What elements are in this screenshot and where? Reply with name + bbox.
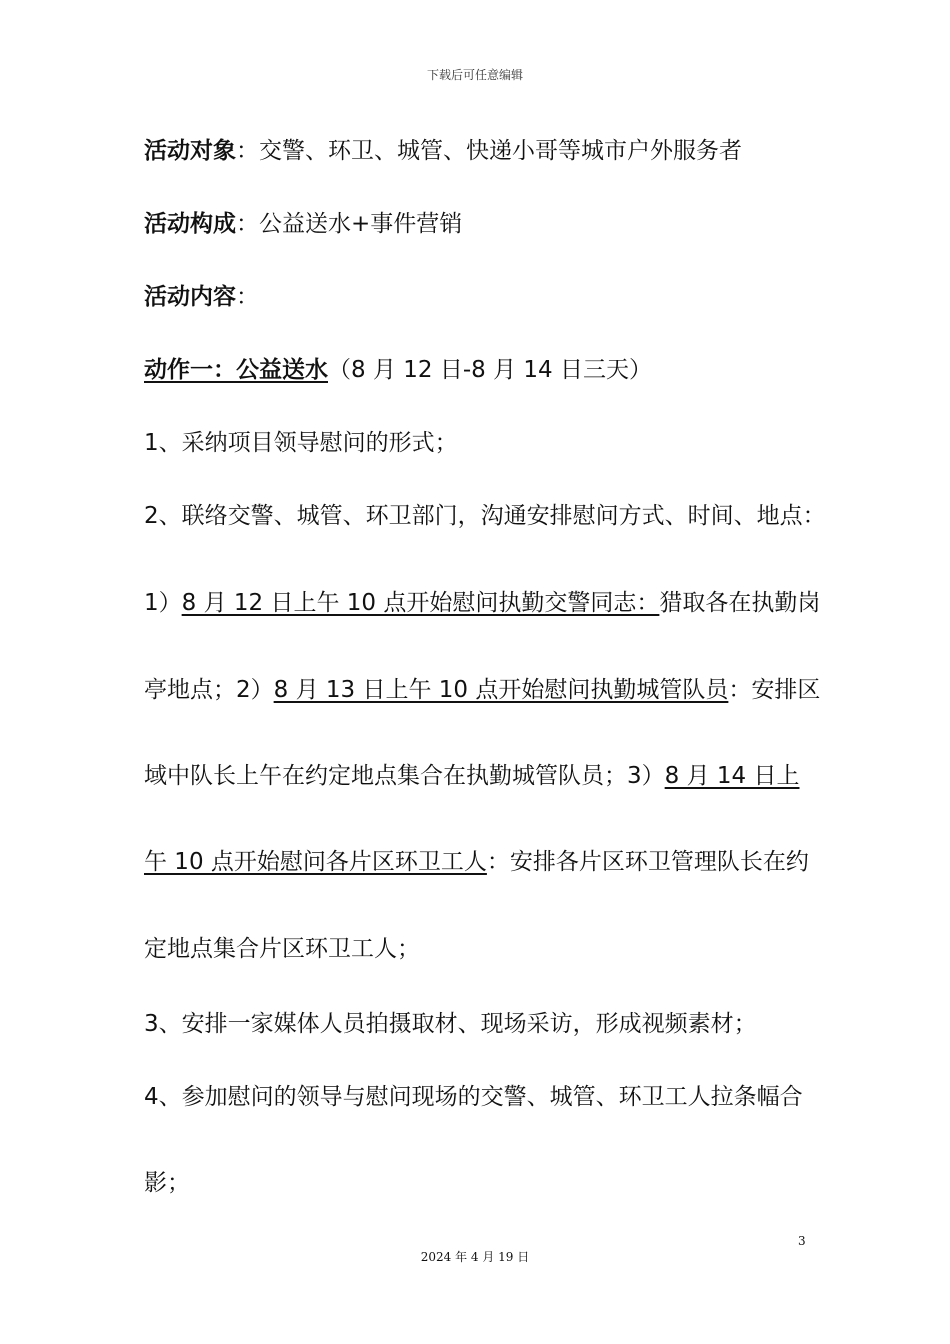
schedule-p2-rest-b: 域中队长上午在约定地点集合在执勤城管队员； <box>144 763 627 789</box>
activity-composition-text: 公益送水+事件营销 <box>259 211 463 237</box>
schedule-p3-underline-b: 午 10 点开始慰问各片区环卫工人 <box>144 849 487 875</box>
activity-target-sep: ： <box>236 138 259 164</box>
footer-date: 2024 年 4 月 19 日 <box>420 1250 530 1264</box>
schedule-p1-rest-b: 亭地点； <box>144 677 236 703</box>
item-1: 1、采纳项目领导慰问的形式； <box>144 430 458 456</box>
schedule-p2-rest-a: ：安排区 <box>728 677 821 703</box>
schedule-line-5: 定地点集合片区环卫工人； <box>144 936 420 962</box>
activity-target-line <box>144 136 742 166</box>
schedule-p3-prefix: 3） <box>627 763 665 789</box>
activity-content-line <box>144 282 259 312</box>
item-4-line-b: 影； <box>144 1170 190 1196</box>
schedule-p1-underline: 8 月 12 日上午 10 点开始慰问执勤交警同志： <box>181 590 660 616</box>
item-2: 2、联络交警、城管、环卫部门，沟通安排慰问方式、时间、地点： <box>144 503 826 529</box>
activity-target-text: 交警、环卫、城管、快递小哥等城市户外服务者 <box>259 138 742 164</box>
schedule-p3-rest-a: ：安排各片区环卫管理队长在约 <box>486 849 809 875</box>
activity-target-label: 活动对象 <box>144 138 236 164</box>
schedule-p2-prefix: 2） <box>236 677 274 703</box>
activity-composition-label: 活动构成 <box>144 211 236 237</box>
header-note: 下载后可任意编辑 <box>426 68 523 82</box>
schedule-p3-underline-a: 8 月 14 日上 <box>664 763 800 789</box>
activity-composition-line <box>144 209 462 239</box>
schedule-line-2 <box>144 675 820 705</box>
action-one-heading <box>144 355 652 385</box>
item-4-line-a: 4、参加慰问的领导与慰问现场的交警、城管、环卫工人拉条幅合 <box>144 1084 803 1110</box>
schedule-p1-prefix: 1） <box>144 590 182 616</box>
schedule-p2-underline: 8 月 13 日上午 10 点开始慰问执勤城管队员 <box>273 677 729 703</box>
action-one-dates: （8 月 12 日-8 月 14 日三天） <box>328 357 652 383</box>
activity-content-sep: ： <box>236 284 259 310</box>
schedule-line-4 <box>144 847 809 877</box>
schedule-line-1 <box>144 588 820 618</box>
page-number: 3 <box>798 1234 806 1248</box>
activity-composition-sep: ： <box>236 211 259 237</box>
schedule-p1-rest-a: 猎取各在执勤岗 <box>659 590 821 616</box>
action-one-title: 动作一：公益送水 <box>144 357 328 383</box>
activity-content-label: 活动内容 <box>144 284 236 310</box>
schedule-line-3 <box>144 761 799 791</box>
item-3: 3、安排一家媒体人员拍摄取材、现场采访，形成视频素材； <box>144 1011 757 1037</box>
